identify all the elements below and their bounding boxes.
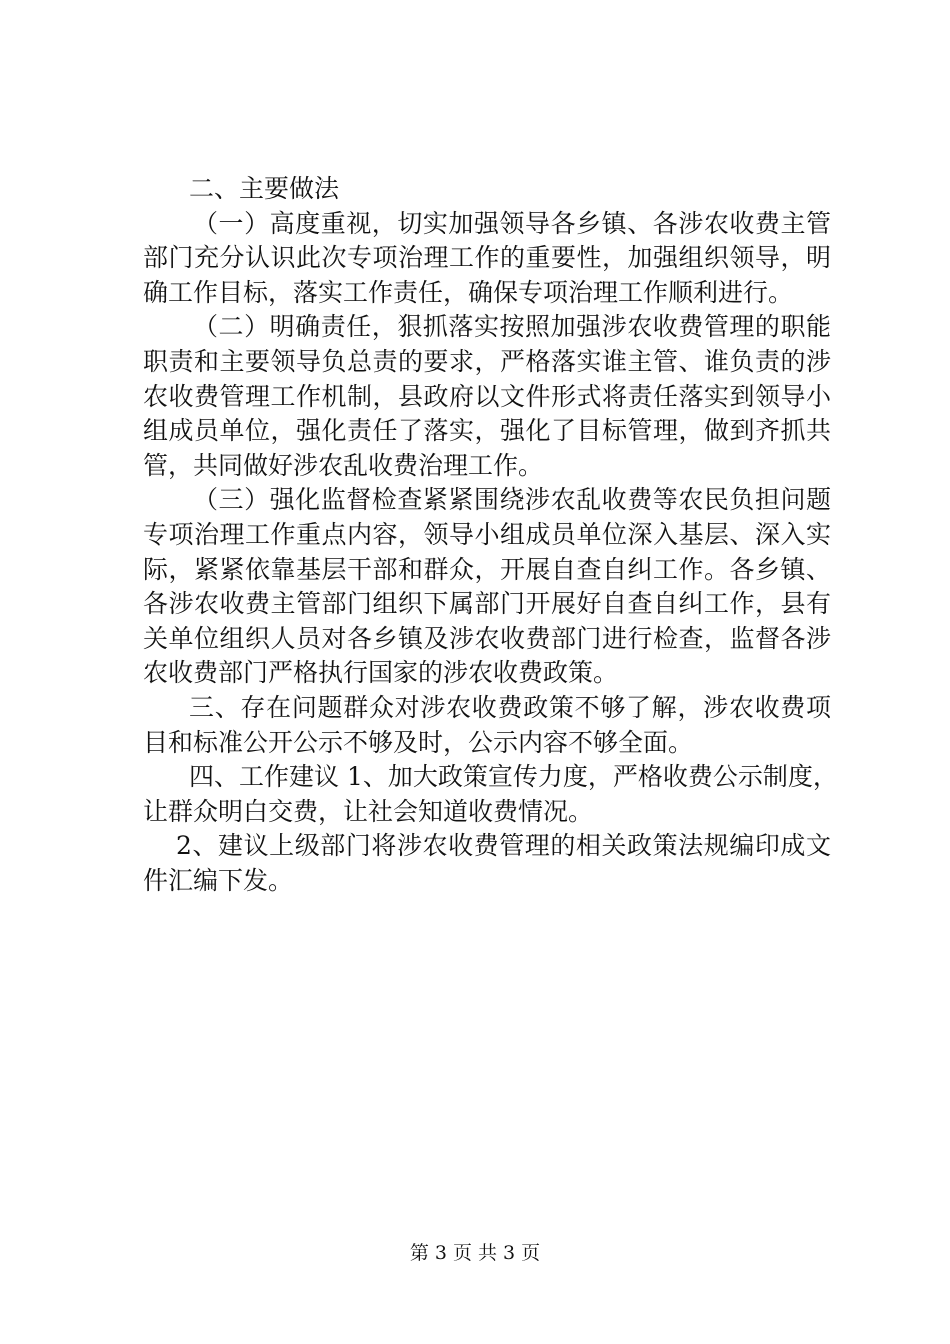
- paragraph-line: 农收费部门严格执行国家的涉农收费政策。: [143, 658, 619, 688]
- paragraph-line: 职责和主要领导负总责的要求，严格落实谁主管、谁负责的涉: [143, 346, 831, 376]
- page-number-footer: 第 3 页 共 3 页: [409, 1242, 541, 1264]
- paragraph-2: [143, 310, 831, 483]
- paragraph-5: [143, 760, 838, 829]
- document-body: [143, 172, 838, 898]
- paragraph-3: [143, 483, 831, 691]
- paragraph-line: 各涉农收费主管部门组织下属部门开展好自查自纠工作，县有: [143, 589, 831, 619]
- paragraph-line: 部门充分认识此次专项治理工作的重要性，加强组织领导，明: [143, 243, 831, 273]
- paragraph-line: 农收费管理工作机制，县政府以文件形式将责任落实到领导小: [143, 381, 831, 411]
- paragraph-4: [143, 691, 831, 760]
- paragraph-line: 让群众明白交费，让社会知道收费情况。: [143, 796, 594, 826]
- paragraph-line: 目和标准公开公示不够及时，公示内容不够全面。: [143, 727, 694, 757]
- paragraph-line: 件汇编下发。: [143, 865, 294, 895]
- paragraph-line: 四、工作建议 1、加大政策宣传力度，严格收费公示制度，: [189, 762, 838, 792]
- section-heading: [143, 172, 831, 207]
- paragraph-line: （一）高度重视，切实加强领导各乡镇、各涉农收费主管: [193, 208, 831, 238]
- paragraph-line: 专项治理工作重点内容，领导小组成员单位深入基层、深入实: [143, 519, 831, 549]
- paragraph-line: （三）强化监督检查紧紧围绕涉农乱收费等农民负担问题: [193, 485, 831, 515]
- paragraph-line: 确工作目标，落实工作责任，确保专项治理工作顺利进行。: [143, 277, 794, 307]
- paragraph-line: 关单位组织人员对各乡镇及涉农收费部门进行检查，监督各涉: [143, 623, 831, 653]
- paragraph-6: [143, 829, 831, 898]
- paragraph-line: 管，共同做好涉农乱收费治理工作。: [143, 450, 544, 480]
- paragraph-line: 际，紧紧依靠基层干部和群众，开展自查自纠工作。各乡镇、: [143, 554, 831, 584]
- paragraph-line: 三、存在问题群众对涉农收费政策不够了解，涉农收费项: [189, 692, 831, 722]
- paragraph-1: [143, 207, 831, 311]
- paragraph-line: 组成员单位，强化责任了落实，强化了目标管理，做到齐抓共: [143, 416, 831, 446]
- paragraph-line: （二）明确责任，狠抓落实按照加强涉农收费管理的职能: [193, 312, 831, 342]
- heading-line: 二、主要做法: [189, 174, 340, 203]
- paragraph-line: 2、建议上级部门将涉农收费管理的相关政策法规编印成文: [176, 831, 831, 861]
